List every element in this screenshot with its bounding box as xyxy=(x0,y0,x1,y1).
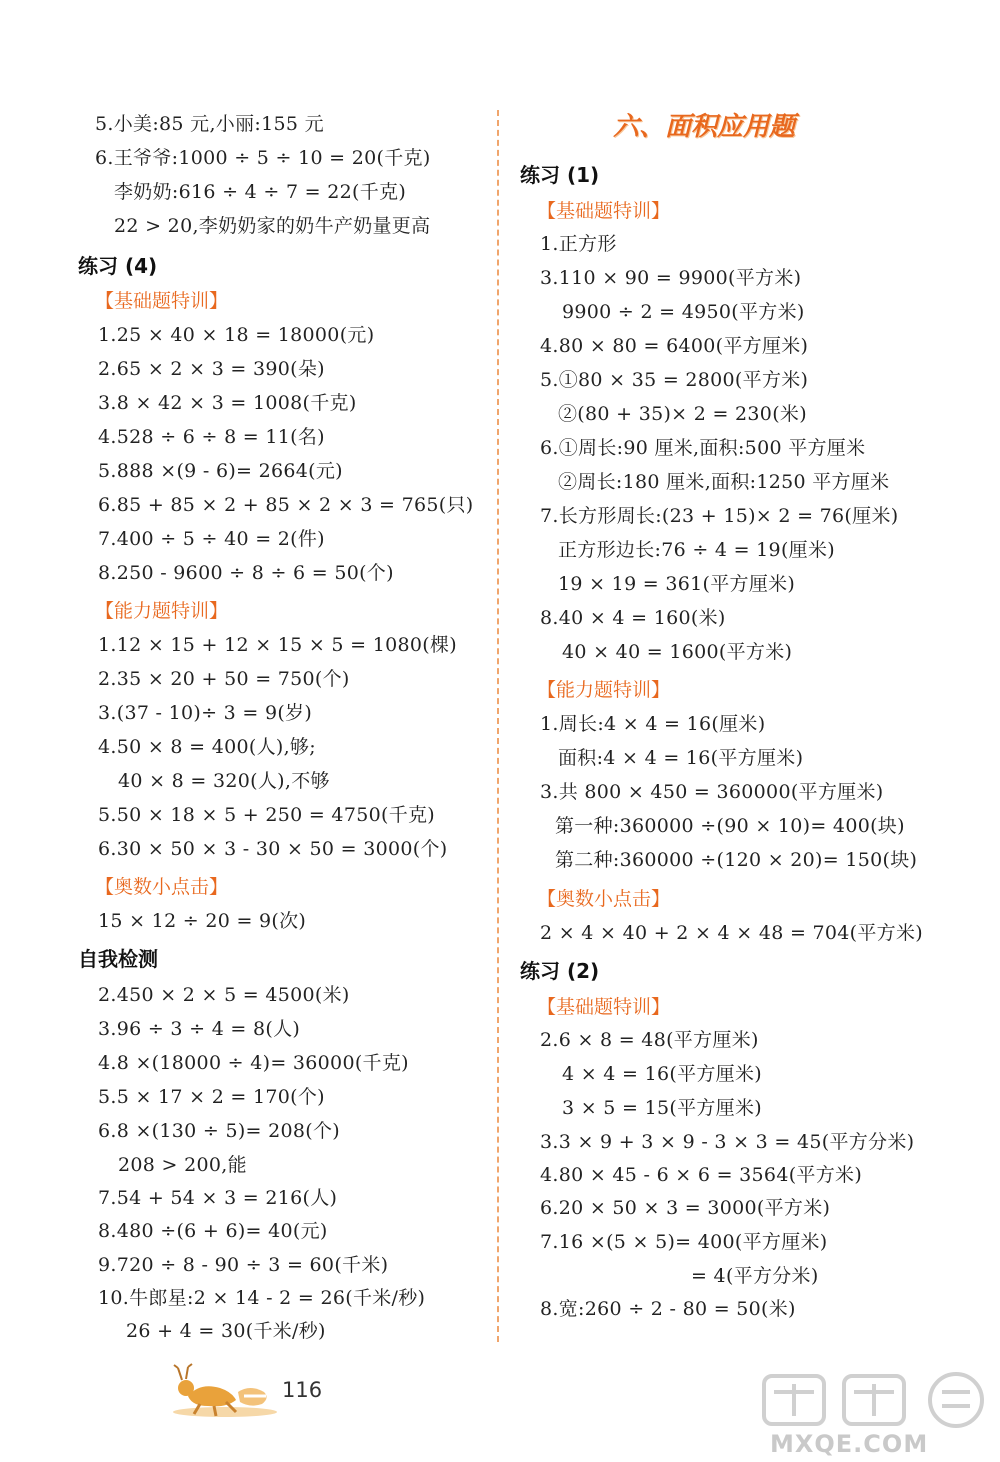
basic-section-heading: 【基础题特训】 xyxy=(537,996,671,1018)
answer-line: 3 × 5 = 15(平方厘米) xyxy=(562,1097,762,1119)
running-deer-icon xyxy=(170,1362,280,1418)
page-number: 116 xyxy=(282,1378,323,1402)
answer-line: 9.720 ÷ 8 - 90 ÷ 3 = 60(千米) xyxy=(98,1254,389,1276)
answer-line: 李奶奶:616 ÷ 4 ÷ 7 = 22(千克) xyxy=(114,181,407,203)
answer-line: 6.①周长:90 厘米,面积:500 平方厘米 xyxy=(540,437,866,459)
answer-line: 3.8 × 42 × 3 = 1008(千克) xyxy=(98,392,357,414)
olympiad-section-heading: 【奥数小点击】 xyxy=(95,876,229,898)
answer-line: 8.250 - 9600 ÷ 8 ÷ 6 = 50(个) xyxy=(98,562,394,584)
practice-2-heading: 练习 (2) xyxy=(520,959,600,983)
answer-line: 22 > 20,李奶奶家的奶牛产奶量更高 xyxy=(114,215,431,237)
answer-line: 第二种:360000 ÷(120 × 20)= 150(块) xyxy=(555,849,918,871)
answer-line: 5.5 × 17 × 2 = 170(个) xyxy=(98,1086,325,1108)
answer-line: 6.30 × 50 × 3 - 30 × 50 = 3000(个) xyxy=(98,838,448,860)
answer-line: 2.65 × 2 × 3 = 390(朵) xyxy=(98,358,325,380)
answer-line: 6.20 × 50 × 3 = 3000(平方米) xyxy=(540,1197,831,1219)
answer-line: 3.(37 - 10)÷ 3 = 9(岁) xyxy=(98,702,313,724)
answer-line: ②(80 + 35)× 2 = 230(米) xyxy=(558,403,807,425)
answer-line: 6.王爷爷:1000 ÷ 5 ÷ 10 = 20(千克) xyxy=(95,147,431,169)
answer-line: 5.①80 × 35 = 2800(平方米) xyxy=(540,369,809,391)
answer-line: 1.周长:4 × 4 = 16(厘米) xyxy=(540,713,766,735)
answer-line: 面积:4 × 4 = 16(平方厘米) xyxy=(558,747,804,769)
answer-line: 正方形边长:76 ÷ 4 = 19(厘米) xyxy=(558,539,835,561)
ability-section-heading: 【能力题特训】 xyxy=(95,600,229,622)
answer-line: 1.正方形 xyxy=(540,233,617,255)
column-divider xyxy=(497,110,499,1342)
answer-line: 4.80 × 80 = 6400(平方厘米) xyxy=(540,335,809,357)
self-check-heading: 自我检测 xyxy=(78,947,158,971)
answer-line: 2.6 × 8 = 48(平方厘米) xyxy=(540,1029,759,1051)
practice-4-heading: 练习 (4) xyxy=(78,254,158,278)
answer-line: 6.8 ×(130 ÷ 5)= 208(个) xyxy=(98,1120,341,1142)
answer-line: 第一种:360000 ÷(90 × 10)= 400(块) xyxy=(555,815,905,837)
answer-line: 3.96 ÷ 3 ÷ 4 = 8(人) xyxy=(98,1018,301,1040)
answer-line: 8.宽:260 ÷ 2 - 80 = 50(米) xyxy=(540,1298,796,1320)
chapter-title: 六、面积应用题 xyxy=(613,112,796,142)
answer-line: 7.长方形周长:(23 + 15)× 2 = 76(厘米) xyxy=(540,505,899,527)
answer-line: 8.480 ÷(6 + 6)= 40(元) xyxy=(98,1220,328,1242)
answer-line: 2 × 4 × 40 + 2 × 4 × 48 = 704(平方米) xyxy=(540,922,923,944)
answer-line: 6.85 + 85 × 2 + 85 × 2 × 3 = 765(只) xyxy=(98,494,474,516)
answer-line: 26 + 4 = 30(千米/秒) xyxy=(126,1320,326,1342)
answer-line: 2.35 × 20 + 50 = 750(个) xyxy=(98,668,350,690)
answer-line: 4.80 × 45 - 6 × 6 = 3564(平方米) xyxy=(540,1164,863,1186)
answer-line: 19 × 19 = 361(平方厘米) xyxy=(558,573,796,595)
answer-line: 7.400 ÷ 5 ÷ 40 = 2(件) xyxy=(98,528,325,550)
answer-line: 4 × 4 = 16(平方厘米) xyxy=(562,1063,762,1085)
answer-line: 8.40 × 4 = 160(米) xyxy=(540,607,726,629)
answer-line: 4.8 ×(18000 ÷ 4)= 36000(千克) xyxy=(98,1052,409,1074)
practice-1-heading: 练习 (1) xyxy=(520,163,600,187)
basic-section-heading: 【基础题特训】 xyxy=(537,200,671,222)
answer-line: 4.50 × 8 = 400(人),够; xyxy=(98,736,316,758)
answer-line: 5.888 ×(9 - 6)= 2664(元) xyxy=(98,460,343,482)
answer-line: 1.25 × 40 × 18 = 18000(元) xyxy=(98,324,375,346)
answer-line: 208 > 200,能 xyxy=(118,1154,247,1176)
answer-line: 40 × 40 = 1600(平方米) xyxy=(562,641,793,663)
answer-line: 9900 ÷ 2 = 4950(平方米) xyxy=(562,301,805,323)
answer-line: = 4(平方分米) xyxy=(691,1265,819,1287)
ability-section-heading: 【能力题特训】 xyxy=(537,679,671,701)
answer-line: 3.3 × 9 + 3 × 9 - 3 × 3 = 45(平方分米) xyxy=(540,1131,915,1153)
answer-line: 40 × 8 = 320(人),不够 xyxy=(118,770,330,792)
answer-line: 5.50 × 18 × 5 + 250 = 4750(千克) xyxy=(98,804,436,826)
answer-line: 4.528 ÷ 6 ÷ 8 = 11(名) xyxy=(98,426,325,448)
watermark-text: MXQE.COM xyxy=(770,1430,929,1458)
answer-line: 15 × 12 ÷ 20 = 9(次) xyxy=(98,910,307,932)
answer-line: 7.54 + 54 × 3 = 216(人) xyxy=(98,1187,338,1209)
answer-line: 10.牛郎星:2 × 14 - 2 = 26(千米/秒) xyxy=(98,1287,426,1309)
answer-line: 3.110 × 90 = 9900(平方米) xyxy=(540,267,802,289)
answer-line: 7.16 ×(5 × 5)= 400(平方厘米) xyxy=(540,1231,828,1253)
answer-line: 2.450 × 2 × 5 = 4500(米) xyxy=(98,984,350,1006)
basic-section-heading: 【基础题特训】 xyxy=(95,290,229,312)
answer-line: ②周长:180 厘米,面积:1250 平方厘米 xyxy=(558,471,890,493)
olympiad-section-heading: 【奥数小点击】 xyxy=(537,888,671,910)
answer-line: 3.共 800 × 450 = 360000(平方厘米) xyxy=(540,781,884,803)
answer-line: 5.小美:85 元,小丽:155 元 xyxy=(95,113,324,135)
answer-line: 1.12 × 15 + 12 × 15 × 5 = 1080(棵) xyxy=(98,634,457,656)
